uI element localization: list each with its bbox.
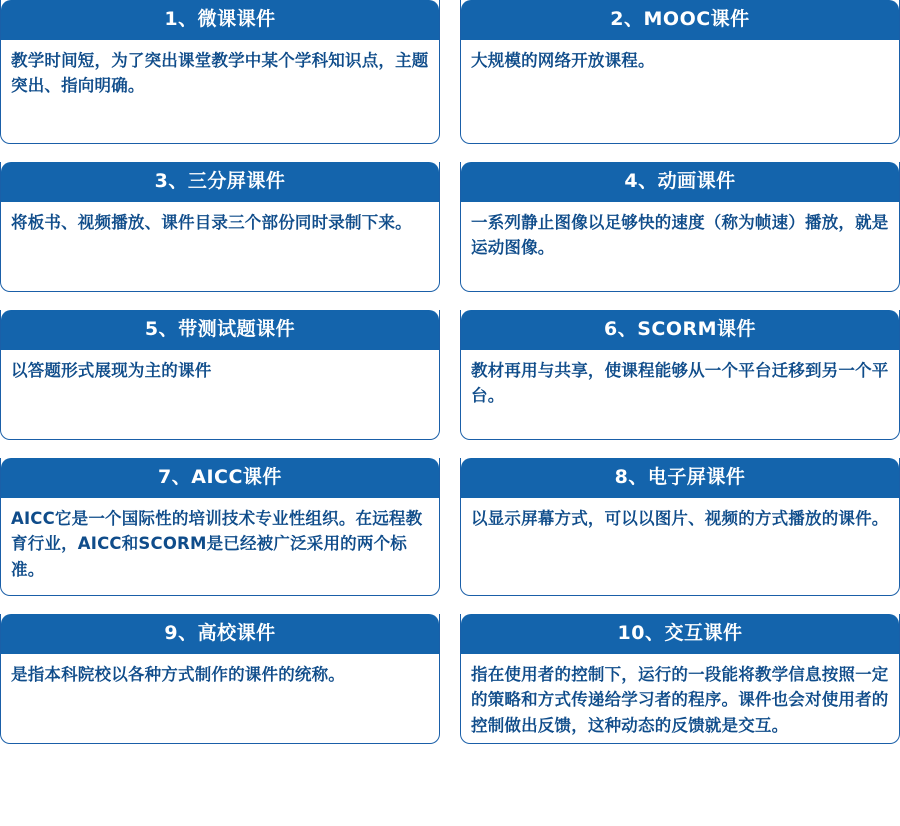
card-body: 是指本科院校以各种方式制作的课件的统称。 — [11, 664, 345, 684]
card-2 — [460, 0, 900, 144]
card-body: 指在使用者的控制下，运行的一段能将教学信息按照一定的策略和方式传递给学习者的程序。课件也会对使用者的控制做出反馈，这种动态的反馈就是交互。 — [471, 664, 889, 735]
card-body: 以答题形式展现为主的课件 — [11, 360, 212, 380]
card-8 — [460, 458, 900, 596]
card-body: 以显示屏幕方式，可以以图片、视频的方式播放的课件。 — [471, 508, 889, 528]
card-body: 教材再用与共享，使课程能够从一个平台迁移到另一个平台。 — [471, 360, 889, 406]
card-body: 一系列静止图像以足够快的速度（称为帧速）播放，就是运动图像。 — [471, 212, 889, 258]
card-body: AICC它是一个国际性的培训技术专业性组织。在远程教育行业，AICC和SCORM是已经被广泛采用的两个标准。 — [11, 508, 423, 579]
card-7 — [0, 458, 440, 596]
card-title: 1、微课课件 — [1, 0, 439, 40]
card-title: 4、动画课件 — [461, 162, 899, 202]
card-title: 3、三分屏课件 — [1, 162, 439, 202]
card-title: 8、电子屏课件 — [461, 458, 899, 498]
card-body: 教学时间短，为了突出课堂教学中某个学科知识点，主题突出、指向明确。 — [11, 50, 429, 96]
card-title: 2、MOOC课件 — [461, 0, 899, 40]
card-title: 6、SCORM课件 — [461, 310, 899, 350]
card-body: 将板书、视频播放、课件目录三个部份同时录制下来。 — [11, 212, 412, 232]
card-title: 7、AICC课件 — [1, 458, 439, 498]
card-3 — [0, 162, 440, 292]
card-title: 9、高校课件 — [1, 614, 439, 654]
card-title: 5、带测试题课件 — [1, 310, 439, 350]
card-title: 10、交互课件 — [461, 614, 899, 654]
card-10 — [460, 614, 900, 744]
card-5 — [0, 310, 440, 440]
card-6 — [460, 310, 900, 440]
card-1 — [0, 0, 440, 144]
card-body: 大规模的网络开放课程。 — [471, 50, 655, 70]
card-4 — [460, 162, 900, 292]
card-9 — [0, 614, 440, 744]
